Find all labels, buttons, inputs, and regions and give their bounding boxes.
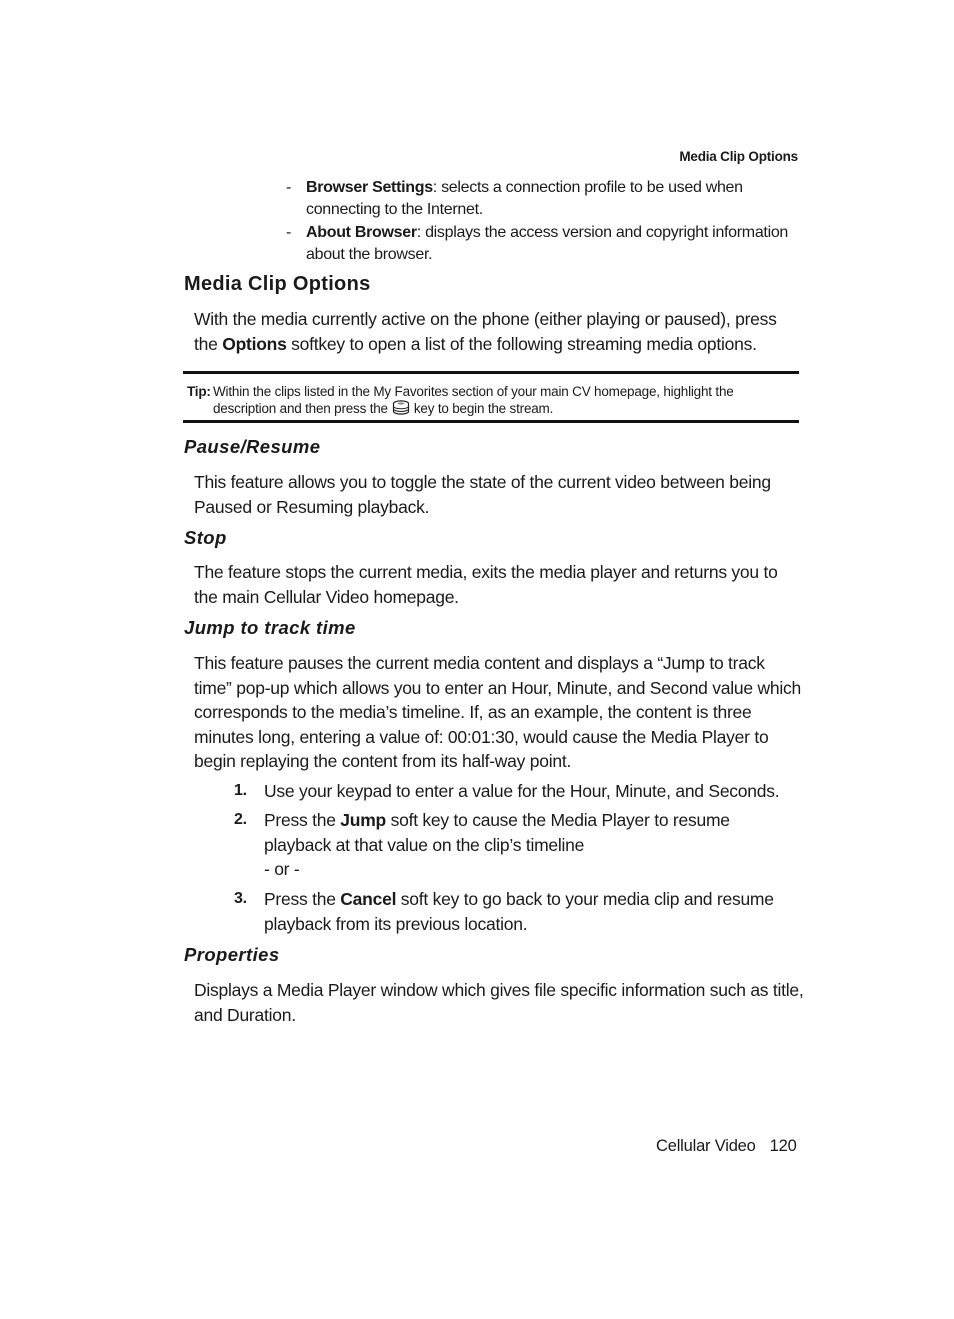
bullet-dash: - — [286, 179, 292, 196]
paragraph-pause-resume: This feature allows you to toggle the state of the current video between being Paused or Resuming playback. — [194, 472, 771, 517]
bullet-browser-settings — [286, 177, 798, 221]
intro-text: With the media currently active on the phone (either playing or paused), press the — [194, 309, 777, 354]
heading-pause-resume: Pause/Resume — [184, 436, 321, 457]
page-footer — [656, 1137, 797, 1156]
bullet-about-browser — [286, 222, 798, 266]
bullet-term: About Browser — [306, 224, 417, 241]
intro-options-key: Options — [222, 333, 287, 354]
step-number: 2. — [234, 811, 247, 828]
running-header: Media Clip Options — [679, 149, 798, 164]
step-number: 1. — [234, 782, 247, 799]
step-text: Press the — [264, 810, 341, 830]
step-text-end: soft key to go back to your media clip and resume playback from its previous location. — [264, 889, 774, 934]
tip-text-end: key to begin the stream. — [413, 401, 554, 416]
section-intro — [194, 307, 804, 356]
paragraph-jump-to-track-time: This feature pauses the current media content and displays a “Jump to track time” pop-up which allows you to enter an Hour, Minute, and Second value which corresponds to the media’s timeline. If, as an example, the content is three minutes long, entering a value of: 00:01:30, would cause the Media Player to begin replaying the content from its half-way point. — [194, 653, 801, 771]
step-1 — [234, 779, 799, 804]
tip-label: Tip: — [187, 384, 211, 399]
step-text-end: soft key to cause the Media Player to resume playback at that value on the clip’s timeline — [264, 810, 730, 855]
heading-stop: Stop — [184, 527, 227, 548]
section-title: Media Clip Options — [184, 273, 371, 295]
bullet-text: : displays the access version and copyright information about the browser. — [306, 224, 789, 263]
tip-text: Within the clips listed in the My Favorites section of your main CV homepage, highlight the description and then press the — [213, 384, 734, 416]
step-number: 3. — [234, 890, 247, 907]
bullet-dash: - — [286, 224, 292, 241]
step-jump-key: Jump — [340, 810, 386, 830]
step-cancel-key: Cancel — [340, 889, 397, 909]
footer-section: Cellular Video — [656, 1137, 756, 1155]
ok-key-icon — [392, 400, 410, 416]
step-text: Use your keypad to enter a value for the Hour, Minute, and Seconds. — [264, 781, 780, 801]
intro-text-end: softkey to open a list of the following streaming media options. — [286, 333, 757, 354]
step-text: Press the — [264, 889, 341, 909]
step-or: - or - — [264, 859, 300, 879]
paragraph-properties: Displays a Media Player window which gives file specific information such as title, and Duration. — [194, 980, 804, 1025]
step-3 — [234, 887, 799, 936]
tip-box — [183, 371, 799, 423]
paragraph-stop: The feature stops the current media, exits the media player and returns you to the main Cellular Video homepage. — [194, 562, 778, 607]
bullet-text: : selects a connection profile to be used when connecting to the Internet. — [306, 179, 743, 218]
step-2 — [234, 808, 799, 882]
bullet-term: Browser Settings — [306, 179, 433, 196]
heading-properties: Properties — [184, 944, 280, 965]
page-number: 120 — [769, 1137, 797, 1155]
heading-jump-to-track-time: Jump to track time — [184, 617, 356, 638]
